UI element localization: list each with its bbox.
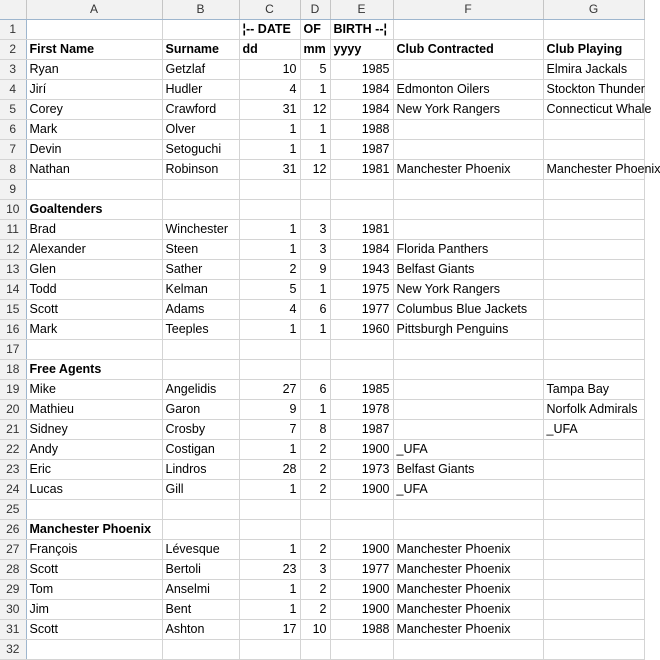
sheet-row-4 bbox=[0, 80, 644, 100]
cell-e25[interactable] bbox=[330, 500, 393, 520]
cell-a17[interactable] bbox=[26, 340, 162, 360]
cell-d28[interactable]: 3 bbox=[300, 560, 330, 580]
cell-f11[interactable] bbox=[393, 220, 543, 240]
cell-e30[interactable]: 1900 bbox=[330, 600, 393, 620]
cell-b8[interactable]: Robinson bbox=[162, 160, 239, 180]
cell-b16[interactable]: Teeples bbox=[162, 320, 239, 340]
cell-d15[interactable]: 6 bbox=[300, 300, 330, 320]
cell-g4[interactable]: Stockton Thunder bbox=[543, 80, 644, 100]
sheet-row-32 bbox=[0, 640, 644, 660]
cell-g9[interactable] bbox=[543, 180, 644, 200]
cell-b13[interactable]: Sather bbox=[162, 260, 239, 280]
cell-c17[interactable] bbox=[239, 340, 300, 360]
sheet-row-29 bbox=[0, 580, 644, 600]
cell-b9[interactable] bbox=[162, 180, 239, 200]
sheet-row-23 bbox=[0, 460, 644, 480]
cell-f24[interactable]: _UFA bbox=[393, 480, 543, 500]
cell-f25[interactable] bbox=[393, 500, 543, 520]
cell-e32[interactable] bbox=[330, 640, 393, 660]
cell-b19[interactable]: Angelidis bbox=[162, 380, 239, 400]
cell-a31[interactable]: Scott bbox=[26, 620, 162, 640]
cell-e2[interactable]: yyyy bbox=[330, 40, 393, 60]
cell-a19[interactable]: Mike bbox=[26, 380, 162, 400]
column-header-b[interactable]: B bbox=[162, 0, 239, 20]
row-header[interactable]: 14 bbox=[0, 280, 26, 300]
cell-d31[interactable]: 10 bbox=[300, 620, 330, 640]
cell-f5[interactable]: New York Rangers bbox=[393, 100, 543, 120]
sheet-row-31 bbox=[0, 620, 644, 640]
cell-a3[interactable]: Ryan bbox=[26, 60, 162, 80]
cell-e19[interactable]: 1985 bbox=[330, 380, 393, 400]
cell-c31[interactable]: 17 bbox=[239, 620, 300, 640]
cell-g11[interactable] bbox=[543, 220, 644, 240]
cell-d2[interactable]: mm bbox=[300, 40, 330, 60]
cell-e14[interactable]: 1975 bbox=[330, 280, 393, 300]
cell-f30[interactable]: Manchester Phoenix bbox=[393, 600, 543, 620]
cell-f12[interactable]: Florida Panthers bbox=[393, 240, 543, 260]
cell-b3[interactable]: Getzlaf bbox=[162, 60, 239, 80]
row-header[interactable]: 24 bbox=[0, 480, 26, 500]
cell-f21[interactable] bbox=[393, 420, 543, 440]
cell-d30[interactable]: 2 bbox=[300, 600, 330, 620]
cell-f28[interactable]: Manchester Phoenix bbox=[393, 560, 543, 580]
cell-g16[interactable] bbox=[543, 320, 644, 340]
column-header-c[interactable]: C bbox=[239, 0, 300, 20]
cell-e24[interactable]: 1900 bbox=[330, 480, 393, 500]
cell-g28[interactable] bbox=[543, 560, 644, 580]
cell-f17[interactable] bbox=[393, 340, 543, 360]
cell-e20[interactable]: 1978 bbox=[330, 400, 393, 420]
cell-d27[interactable]: 2 bbox=[300, 540, 330, 560]
column-header-a[interactable]: A bbox=[26, 0, 162, 20]
cell-f4[interactable]: Edmonton Oilers bbox=[393, 80, 543, 100]
sheet-row-8 bbox=[0, 160, 644, 180]
cell-d4[interactable]: 1 bbox=[300, 80, 330, 100]
sheet-row-1 bbox=[0, 20, 644, 40]
cell-c22[interactable]: 1 bbox=[239, 440, 300, 460]
cell-a25[interactable] bbox=[26, 500, 162, 520]
cell-f3[interactable] bbox=[393, 60, 543, 80]
cell-c32[interactable] bbox=[239, 640, 300, 660]
cell-d29[interactable]: 2 bbox=[300, 580, 330, 600]
column-header-f[interactable]: F bbox=[393, 0, 543, 20]
cell-g32[interactable] bbox=[543, 640, 644, 660]
cell-f16[interactable]: Pittsburgh Penguins bbox=[393, 320, 543, 340]
cell-g6[interactable] bbox=[543, 120, 644, 140]
cell-f22[interactable]: _UFA bbox=[393, 440, 543, 460]
cell-b2[interactable]: Surname bbox=[162, 40, 239, 60]
row-header[interactable]: 20 bbox=[0, 400, 26, 420]
cell-c6[interactable]: 1 bbox=[239, 120, 300, 140]
cell-b23[interactable]: Lindros bbox=[162, 460, 239, 480]
cell-b7[interactable]: Setoguchi bbox=[162, 140, 239, 160]
cell-c14[interactable]: 5 bbox=[239, 280, 300, 300]
cell-a4[interactable]: Jirí bbox=[26, 80, 162, 100]
cell-g27[interactable] bbox=[543, 540, 644, 560]
cell-f19[interactable] bbox=[393, 380, 543, 400]
cell-b17[interactable] bbox=[162, 340, 239, 360]
cell-c15[interactable]: 4 bbox=[239, 300, 300, 320]
cell-c24[interactable]: 1 bbox=[239, 480, 300, 500]
cell-c18[interactable] bbox=[239, 360, 300, 380]
sheet-row-20 bbox=[0, 400, 644, 420]
sheet-row-30 bbox=[0, 600, 644, 620]
cell-g15[interactable] bbox=[543, 300, 644, 320]
cell-d32[interactable] bbox=[300, 640, 330, 660]
cell-c30[interactable]: 1 bbox=[239, 600, 300, 620]
sheet-row-10 bbox=[0, 200, 644, 220]
cell-c23[interactable]: 28 bbox=[239, 460, 300, 480]
cell-c20[interactable]: 9 bbox=[239, 400, 300, 420]
cell-g30[interactable] bbox=[543, 600, 644, 620]
cell-g17[interactable] bbox=[543, 340, 644, 360]
cell-c29[interactable]: 1 bbox=[239, 580, 300, 600]
cell-a2[interactable]: First Name bbox=[26, 40, 162, 60]
cell-a8[interactable]: Nathan bbox=[26, 160, 162, 180]
row-header[interactable]: 19 bbox=[0, 380, 26, 400]
cell-f7[interactable] bbox=[393, 140, 543, 160]
cell-a32[interactable] bbox=[26, 640, 162, 660]
cell-b31[interactable]: Ashton bbox=[162, 620, 239, 640]
cell-g26[interactable] bbox=[543, 520, 644, 540]
cell-g18[interactable] bbox=[543, 360, 644, 380]
cell-e26[interactable] bbox=[330, 520, 393, 540]
cell-e3[interactable]: 1985 bbox=[330, 60, 393, 80]
cell-c2[interactable]: dd bbox=[239, 40, 300, 60]
sheet-row-3 bbox=[0, 60, 644, 80]
cell-b14[interactable]: Kelman bbox=[162, 280, 239, 300]
cell-b6[interactable]: Olver bbox=[162, 120, 239, 140]
cell-g7[interactable] bbox=[543, 140, 644, 160]
cell-g23[interactable] bbox=[543, 460, 644, 480]
cell-a24[interactable]: Lucas bbox=[26, 480, 162, 500]
cell-c10[interactable] bbox=[239, 200, 300, 220]
sheet-row-2 bbox=[0, 40, 644, 60]
cell-c13[interactable]: 2 bbox=[239, 260, 300, 280]
cell-g31[interactable] bbox=[543, 620, 644, 640]
cell-a27[interactable]: François bbox=[26, 540, 162, 560]
cell-a13[interactable]: Glen bbox=[26, 260, 162, 280]
cell-c12[interactable]: 1 bbox=[239, 240, 300, 260]
row-header[interactable]: 29 bbox=[0, 580, 26, 600]
row-header[interactable]: 17 bbox=[0, 340, 26, 360]
select-all-corner[interactable] bbox=[0, 0, 26, 20]
cell-e15[interactable]: 1977 bbox=[330, 300, 393, 320]
row-header[interactable]: 6 bbox=[0, 120, 26, 140]
cell-f10[interactable] bbox=[393, 200, 543, 220]
cell-a29[interactable]: Tom bbox=[26, 580, 162, 600]
sheet-row-26 bbox=[0, 520, 644, 540]
cell-f6[interactable] bbox=[393, 120, 543, 140]
cell-b28[interactable]: Bertoli bbox=[162, 560, 239, 580]
cell-e8[interactable]: 1981 bbox=[330, 160, 393, 180]
cell-b30[interactable]: Bent bbox=[162, 600, 239, 620]
cell-f1[interactable] bbox=[393, 20, 543, 40]
row-header[interactable]: 11 bbox=[0, 220, 26, 240]
cell-g22[interactable] bbox=[543, 440, 644, 460]
cell-e17[interactable] bbox=[330, 340, 393, 360]
cell-f20[interactable] bbox=[393, 400, 543, 420]
row-header[interactable]: 4 bbox=[0, 80, 26, 100]
cell-b26[interactable] bbox=[162, 520, 239, 540]
cell-c5[interactable]: 31 bbox=[239, 100, 300, 120]
cell-d17[interactable] bbox=[300, 340, 330, 360]
cell-e4[interactable]: 1984 bbox=[330, 80, 393, 100]
row-header[interactable]: 2 bbox=[0, 40, 26, 60]
cell-c19[interactable]: 27 bbox=[239, 380, 300, 400]
sheet-row-24 bbox=[0, 480, 644, 500]
cell-e13[interactable]: 1943 bbox=[330, 260, 393, 280]
sheet-row-9 bbox=[0, 180, 644, 200]
cell-c11[interactable]: 1 bbox=[239, 220, 300, 240]
sheet-row-5 bbox=[0, 100, 644, 120]
row-header[interactable]: 32 bbox=[0, 640, 26, 660]
cell-e12[interactable]: 1984 bbox=[330, 240, 393, 260]
cell-a18[interactable]: Free Agents bbox=[26, 360, 162, 380]
cell-f31[interactable]: Manchester Phoenix bbox=[393, 620, 543, 640]
cell-e21[interactable]: 1987 bbox=[330, 420, 393, 440]
cell-d1[interactable]: OF bbox=[300, 20, 330, 40]
cell-a6[interactable]: Mark bbox=[26, 120, 162, 140]
row-header[interactable]: 1 bbox=[0, 20, 26, 40]
cell-c3[interactable]: 10 bbox=[239, 60, 300, 80]
cell-d10[interactable] bbox=[300, 200, 330, 220]
cell-c21[interactable]: 7 bbox=[239, 420, 300, 440]
cell-g21[interactable]: _UFA bbox=[543, 420, 644, 440]
cell-f2[interactable]: Club Contracted bbox=[393, 40, 543, 60]
cell-b12[interactable]: Steen bbox=[162, 240, 239, 260]
cell-a30[interactable]: Jim bbox=[26, 600, 162, 620]
cell-e11[interactable]: 1981 bbox=[330, 220, 393, 240]
cell-a28[interactable]: Scott bbox=[26, 560, 162, 580]
cell-g13[interactable] bbox=[543, 260, 644, 280]
cell-c16[interactable]: 1 bbox=[239, 320, 300, 340]
row-header[interactable]: 22 bbox=[0, 440, 26, 460]
cell-d13[interactable]: 9 bbox=[300, 260, 330, 280]
cell-c26[interactable] bbox=[239, 520, 300, 540]
cell-e10[interactable] bbox=[330, 200, 393, 220]
cell-c7[interactable]: 1 bbox=[239, 140, 300, 160]
cell-a10[interactable]: Goaltenders bbox=[26, 200, 162, 220]
cell-g12[interactable] bbox=[543, 240, 644, 260]
cell-g29[interactable] bbox=[543, 580, 644, 600]
column-header-e[interactable]: E bbox=[330, 0, 393, 20]
sheet-row-16 bbox=[0, 320, 644, 340]
row-header[interactable]: 25 bbox=[0, 500, 26, 520]
cell-a11[interactable]: Brad bbox=[26, 220, 162, 240]
sheet-row-17 bbox=[0, 340, 644, 360]
cell-f29[interactable]: Manchester Phoenix bbox=[393, 580, 543, 600]
cell-g25[interactable] bbox=[543, 500, 644, 520]
row-header[interactable]: 21 bbox=[0, 420, 26, 440]
sheet-row-21 bbox=[0, 420, 644, 440]
cell-b27[interactable]: Lévesque bbox=[162, 540, 239, 560]
cell-d20[interactable]: 1 bbox=[300, 400, 330, 420]
row-header[interactable]: 12 bbox=[0, 240, 26, 260]
sheet-row-12 bbox=[0, 240, 644, 260]
sheet-row-25 bbox=[0, 500, 644, 520]
cell-f9[interactable] bbox=[393, 180, 543, 200]
cell-a16[interactable]: Mark bbox=[26, 320, 162, 340]
sheet-row-27 bbox=[0, 540, 644, 560]
cell-a5[interactable]: Corey bbox=[26, 100, 162, 120]
row-header[interactable]: 13 bbox=[0, 260, 26, 280]
cell-d26[interactable] bbox=[300, 520, 330, 540]
cell-e18[interactable] bbox=[330, 360, 393, 380]
cell-f13[interactable]: Belfast Giants bbox=[393, 260, 543, 280]
cell-e1[interactable]: BIRTH --¦ bbox=[330, 20, 393, 40]
cell-a1[interactable] bbox=[26, 20, 162, 40]
cell-d6[interactable]: 1 bbox=[300, 120, 330, 140]
cell-g14[interactable] bbox=[543, 280, 644, 300]
cell-f14[interactable]: New York Rangers bbox=[393, 280, 543, 300]
cell-b20[interactable]: Garon bbox=[162, 400, 239, 420]
cell-d23[interactable]: 2 bbox=[300, 460, 330, 480]
row-header[interactable]: 5 bbox=[0, 100, 26, 120]
cell-a12[interactable]: Alexander bbox=[26, 240, 162, 260]
cell-d9[interactable] bbox=[300, 180, 330, 200]
cell-a21[interactable]: Sidney bbox=[26, 420, 162, 440]
cell-c9[interactable] bbox=[239, 180, 300, 200]
cell-e6[interactable]: 1988 bbox=[330, 120, 393, 140]
row-header[interactable]: 10 bbox=[0, 200, 26, 220]
cell-d7[interactable]: 1 bbox=[300, 140, 330, 160]
cell-e29[interactable]: 1900 bbox=[330, 580, 393, 600]
cell-g24[interactable] bbox=[543, 480, 644, 500]
cell-f26[interactable] bbox=[393, 520, 543, 540]
cell-d11[interactable]: 3 bbox=[300, 220, 330, 240]
sheet-row-11 bbox=[0, 220, 644, 240]
cell-d16[interactable]: 1 bbox=[300, 320, 330, 340]
cell-e5[interactable]: 1984 bbox=[330, 100, 393, 120]
row-header[interactable]: 26 bbox=[0, 520, 26, 540]
cell-d14[interactable]: 1 bbox=[300, 280, 330, 300]
cell-e7[interactable]: 1987 bbox=[330, 140, 393, 160]
cell-a14[interactable]: Todd bbox=[26, 280, 162, 300]
row-header[interactable]: 28 bbox=[0, 560, 26, 580]
cell-d5[interactable]: 12 bbox=[300, 100, 330, 120]
cell-d18[interactable] bbox=[300, 360, 330, 380]
cell-a22[interactable]: Andy bbox=[26, 440, 162, 460]
cell-g19[interactable]: Tampa Bay bbox=[543, 380, 644, 400]
cell-g5[interactable]: Connecticut Whale bbox=[543, 100, 644, 120]
cell-b18[interactable] bbox=[162, 360, 239, 380]
cell-f8[interactable]: Manchester Phoenix bbox=[393, 160, 543, 180]
cell-g2[interactable]: Club Playing bbox=[543, 40, 644, 60]
cell-c25[interactable] bbox=[239, 500, 300, 520]
cell-b15[interactable]: Adams bbox=[162, 300, 239, 320]
cell-f18[interactable] bbox=[393, 360, 543, 380]
cell-e31[interactable]: 1988 bbox=[330, 620, 393, 640]
cell-d19[interactable]: 6 bbox=[300, 380, 330, 400]
cell-b4[interactable]: Hudler bbox=[162, 80, 239, 100]
cell-f23[interactable]: Belfast Giants bbox=[393, 460, 543, 480]
sheet-row-18 bbox=[0, 360, 644, 380]
cell-b21[interactable]: Crosby bbox=[162, 420, 239, 440]
cell-b24[interactable]: Gill bbox=[162, 480, 239, 500]
cell-a9[interactable] bbox=[26, 180, 162, 200]
cell-d22[interactable]: 2 bbox=[300, 440, 330, 460]
cell-b25[interactable] bbox=[162, 500, 239, 520]
sheet-row-14 bbox=[0, 280, 644, 300]
cell-a26[interactable]: Manchester Phoenix bbox=[26, 520, 162, 540]
cell-a23[interactable]: Eric bbox=[26, 460, 162, 480]
cell-b1[interactable] bbox=[162, 20, 239, 40]
row-header[interactable]: 23 bbox=[0, 460, 26, 480]
cell-b10[interactable] bbox=[162, 200, 239, 220]
cell-d12[interactable]: 3 bbox=[300, 240, 330, 260]
row-header[interactable]: 15 bbox=[0, 300, 26, 320]
cell-e22[interactable]: 1900 bbox=[330, 440, 393, 460]
cell-a7[interactable]: Devin bbox=[26, 140, 162, 160]
column-header-g[interactable]: G bbox=[543, 0, 644, 20]
row-header[interactable]: 16 bbox=[0, 320, 26, 340]
cell-f32[interactable] bbox=[393, 640, 543, 660]
column-header-row bbox=[0, 0, 644, 20]
cell-g10[interactable] bbox=[543, 200, 644, 220]
cell-a15[interactable]: Scott bbox=[26, 300, 162, 320]
cell-c1[interactable]: ¦-- DATE bbox=[239, 20, 300, 40]
cell-b5[interactable]: Crawford bbox=[162, 100, 239, 120]
cell-f27[interactable]: Manchester Phoenix bbox=[393, 540, 543, 560]
sheet-row-28 bbox=[0, 560, 644, 580]
sheet-row-7 bbox=[0, 140, 644, 160]
row-header[interactable]: 3 bbox=[0, 60, 26, 80]
cell-d25[interactable] bbox=[300, 500, 330, 520]
sheet-row-6 bbox=[0, 120, 644, 140]
column-header-d[interactable]: D bbox=[300, 0, 330, 20]
cell-e28[interactable]: 1977 bbox=[330, 560, 393, 580]
cell-c28[interactable]: 23 bbox=[239, 560, 300, 580]
cell-d3[interactable]: 5 bbox=[300, 60, 330, 80]
sheet-row-22 bbox=[0, 440, 644, 460]
sheet-row-13 bbox=[0, 260, 644, 280]
row-header[interactable]: 31 bbox=[0, 620, 26, 640]
cell-d8[interactable]: 12 bbox=[300, 160, 330, 180]
cell-f15[interactable]: Columbus Blue Jackets bbox=[393, 300, 543, 320]
cell-b22[interactable]: Costigan bbox=[162, 440, 239, 460]
row-header[interactable]: 8 bbox=[0, 160, 26, 180]
cell-b29[interactable]: Anselmi bbox=[162, 580, 239, 600]
row-header[interactable]: 18 bbox=[0, 360, 26, 380]
row-header[interactable]: 30 bbox=[0, 600, 26, 620]
row-header[interactable]: 7 bbox=[0, 140, 26, 160]
cell-d21[interactable]: 8 bbox=[300, 420, 330, 440]
cell-d24[interactable]: 2 bbox=[300, 480, 330, 500]
row-header[interactable]: 27 bbox=[0, 540, 26, 560]
cell-b32[interactable] bbox=[162, 640, 239, 660]
cell-b11[interactable]: Winchester bbox=[162, 220, 239, 240]
row-header[interactable]: 9 bbox=[0, 180, 26, 200]
sheet-row-19 bbox=[0, 380, 644, 400]
cell-g1[interactable] bbox=[543, 20, 644, 40]
sheet-row-15 bbox=[0, 300, 644, 320]
cell-c8[interactable]: 31 bbox=[239, 160, 300, 180]
cell-g8[interactable]: Manchester Phoenix bbox=[543, 160, 644, 180]
cell-e23[interactable]: 1973 bbox=[330, 460, 393, 480]
cell-c4[interactable]: 4 bbox=[239, 80, 300, 100]
cell-e27[interactable]: 1900 bbox=[330, 540, 393, 560]
cell-g3[interactable]: Elmira Jackals bbox=[543, 60, 644, 80]
cell-c27[interactable]: 1 bbox=[239, 540, 300, 560]
cell-e16[interactable]: 1960 bbox=[330, 320, 393, 340]
cell-e9[interactable] bbox=[330, 180, 393, 200]
cell-g20[interactable]: Norfolk Admirals bbox=[543, 400, 644, 420]
cell-a20[interactable]: Mathieu bbox=[26, 400, 162, 420]
